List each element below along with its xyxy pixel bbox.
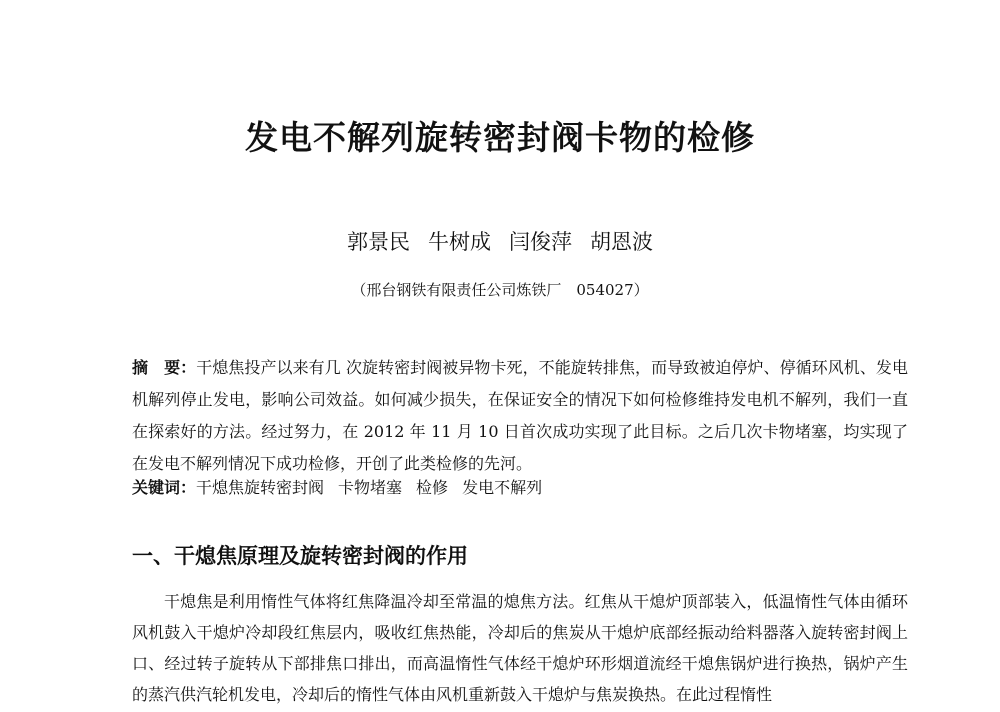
author-name: 闫俊萍 bbox=[509, 230, 572, 254]
keyword: 干熄焦旋转密封阀 bbox=[196, 478, 325, 497]
author-name: 郭景民 bbox=[347, 230, 410, 254]
author-name: 胡恩波 bbox=[590, 230, 653, 254]
keyword: 发电不解列 bbox=[462, 478, 543, 497]
document-title: 发电不解列旋转密封阀卡物的检修 bbox=[245, 118, 755, 157]
abstract-label: 摘 要： bbox=[132, 358, 197, 377]
author-name: 牛树成 bbox=[428, 230, 491, 254]
author-list bbox=[0, 226, 1000, 256]
keywords-label: 关键词： bbox=[132, 478, 197, 497]
keywords bbox=[132, 472, 908, 504]
body-paragraph: 干熄焦是利用惰性气体将红焦降温冷却至常温的熄焦方法。红焦从干熄炉顶部装入，低温惰性气体由循环风机鼓入干熄炉冷却段红焦层内，吸收红焦热能，冷却后的焦炭从干熄炉底部经振动给料器落入旋转密封阀上口、经过转子旋转从下部排焦口排出，而高温惰性气体经干熄炉环形烟道流经干熄焦锅炉进行换热，锅炉产生的蒸汽供汽轮机发电，冷却后的惰性气体由风机重新鼓入干熄炉与焦炭换热。在此过程惰性 bbox=[132, 592, 908, 704]
author-affiliation: （邢台钢铁有限责任公司炼铁厂 054027） bbox=[351, 281, 649, 299]
abstract bbox=[132, 352, 908, 480]
abstract-text: 干熄焦投产以来有几 次旋转密封阀被异物卡死，不能旋转排焦，而导致被迫停炉、停循环风机、发电机解列停止发电，影响公司效益。如何减少损失，在保证安全的情况下如何检修维持发电机不解列，我们一直在探索好的方法。经过努力，在 2012 年 11 月 10 日首次成功实现了此目标。之后几次卡物堵塞，均实现了在发电不解列情况下成功检修，开创了此类检修的先河。 bbox=[132, 358, 908, 473]
keyword: 卡物堵塞 bbox=[338, 478, 403, 497]
section-heading: 一、干熄焦原理及旋转密封阀的作用 bbox=[132, 544, 468, 568]
keyword: 检修 bbox=[416, 478, 449, 497]
